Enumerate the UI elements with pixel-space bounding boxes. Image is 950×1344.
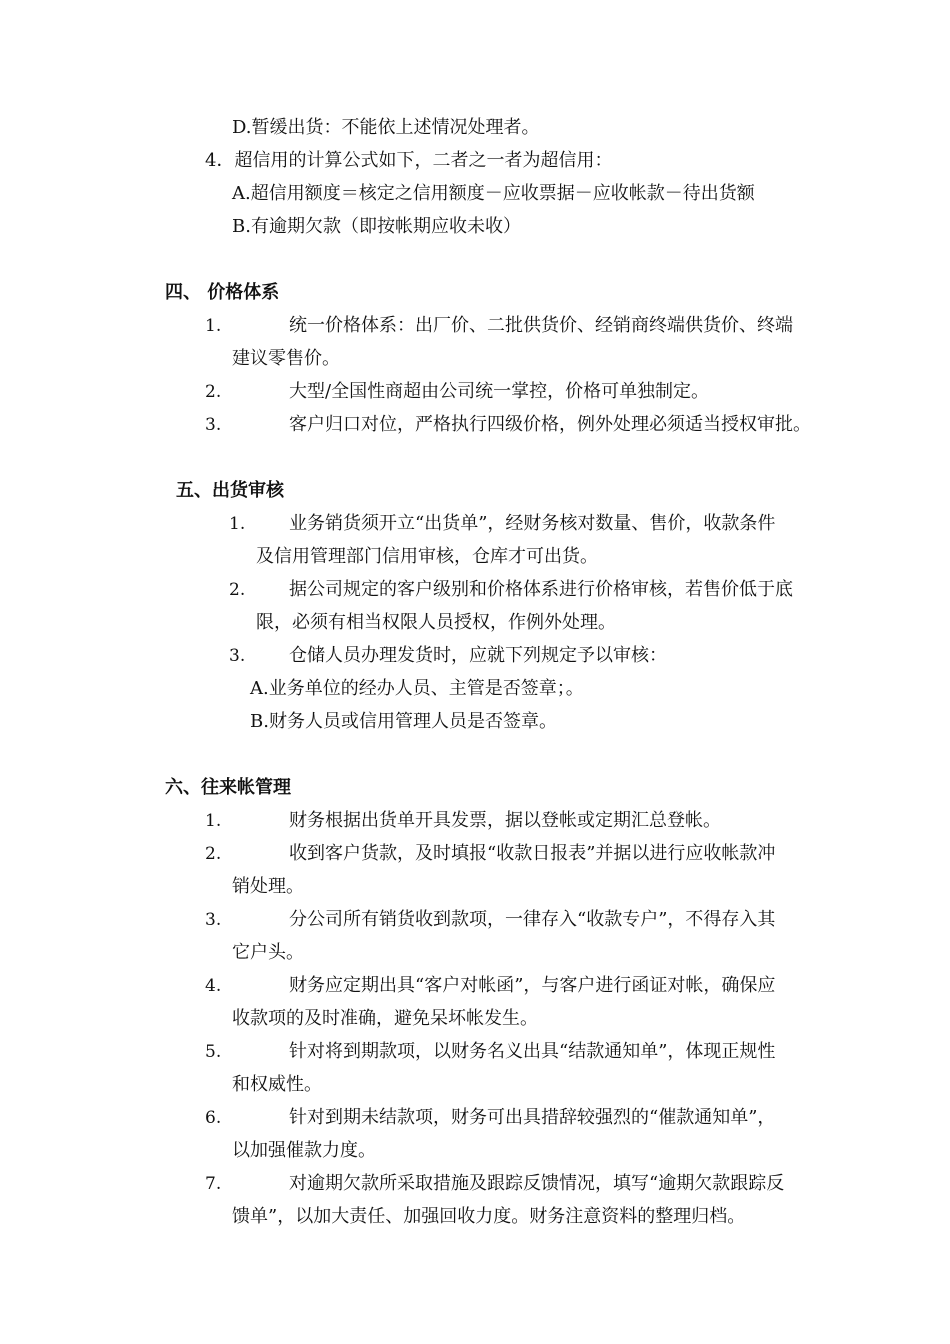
sub-item-a: A.业务单位的经办人员、主管是否签章；。: [250, 678, 584, 699]
item-text: 收到客户货款，及时填报“收款日报表”并据以进行应收帐款冲: [289, 843, 776, 864]
item-number: 5.: [205, 1042, 222, 1062]
section-4-heading: 四、 价格体系: [165, 282, 280, 303]
item-text: 据公司规定的客户级别和价格体系进行价格审核，若售价低于底: [289, 579, 793, 600]
item-text: 统一价格体系：出厂价、二批供货价、经销商终端供货价、终端: [289, 315, 793, 336]
item-number: 3.: [229, 646, 246, 666]
item-text-continued: 建议零售价。: [232, 348, 340, 369]
item-text: 客户归口对位，严格执行四级价格，例外处理必须适当授权审批。: [289, 414, 811, 435]
item-text: 对逾期欠款所采取措施及跟踪反馈情况，填写“逾期欠款跟踪反: [289, 1173, 785, 1194]
item-number: 1.: [229, 514, 246, 534]
section-6-heading: 六、往来帐管理: [165, 777, 291, 798]
item-number: 3.: [205, 910, 222, 930]
item-text-continued: 销处理。: [232, 876, 304, 897]
item-text: 业务销货须开立“出货单”，经财务核对数量、售价，收款条件: [289, 513, 776, 534]
item-number: 2.: [205, 844, 222, 864]
item-number: 6.: [205, 1108, 222, 1128]
sub-item-b: B.财务人员或信用管理人员是否签章。: [250, 711, 557, 732]
item-text-continued: 以加强催款力度。: [232, 1140, 376, 1161]
item-text-continued: 馈单”，以加大责任、加强回收力度。财务注意资料的整理归档。: [232, 1206, 746, 1227]
item-text: 仓储人员办理发货时，应就下列规定予以审核：: [289, 645, 667, 666]
item-text-continued: 收款项的及时准确，避免呆坏帐发生。: [232, 1008, 538, 1029]
item-text: 财务根据出货单开具发票，据以登帐或定期汇总登帐。: [289, 810, 721, 831]
item-text-continued: 及信用管理部门信用审核，仓库才可出货。: [256, 546, 598, 567]
item-number: 1.: [205, 316, 222, 336]
item-text: 针对到期未结款项，财务可出具措辞较强烈的“催款通知单”，: [289, 1107, 776, 1128]
credit-formula-item: 4．超信用的计算公式如下，二者之一者为超信用：: [205, 150, 613, 171]
formula-a-line: A.超信用额度＝核定之信用额度－应收票据－应收帐款－待出货额: [232, 183, 755, 204]
item-text-continued: 限，必须有相当权限人员授权，作例外处理。: [256, 612, 616, 633]
item-number: 4.: [205, 976, 222, 996]
item-number: 3.: [205, 415, 222, 435]
item-number: 7.: [205, 1174, 222, 1194]
item-text: 分公司所有销货收到款项，一律存入“收款专户”，不得存入其: [289, 909, 776, 930]
section-5-heading: 五、出货审核: [176, 480, 284, 501]
item-text: 财务应定期出具“客户对帐函”，与客户进行函证对帐，确保应: [289, 975, 776, 996]
option-d-line: D.暂缓出货：不能依上述情况处理者。: [232, 117, 540, 138]
item-text-continued: 和权威性。: [232, 1074, 322, 1095]
item-number: 1.: [205, 811, 222, 831]
item-number: 2.: [205, 382, 222, 402]
item-number: 2.: [229, 580, 246, 600]
item-text-continued: 它户头。: [232, 942, 304, 963]
item-text: 大型/全国性商超由公司统一掌控，价格可单独制定。: [289, 381, 710, 402]
item-text: 针对将到期款项，以财务名义出具“结款通知单”，体现正规性: [289, 1041, 776, 1062]
formula-b-line: B.有逾期欠款（即按帐期应收未收）: [232, 216, 521, 237]
